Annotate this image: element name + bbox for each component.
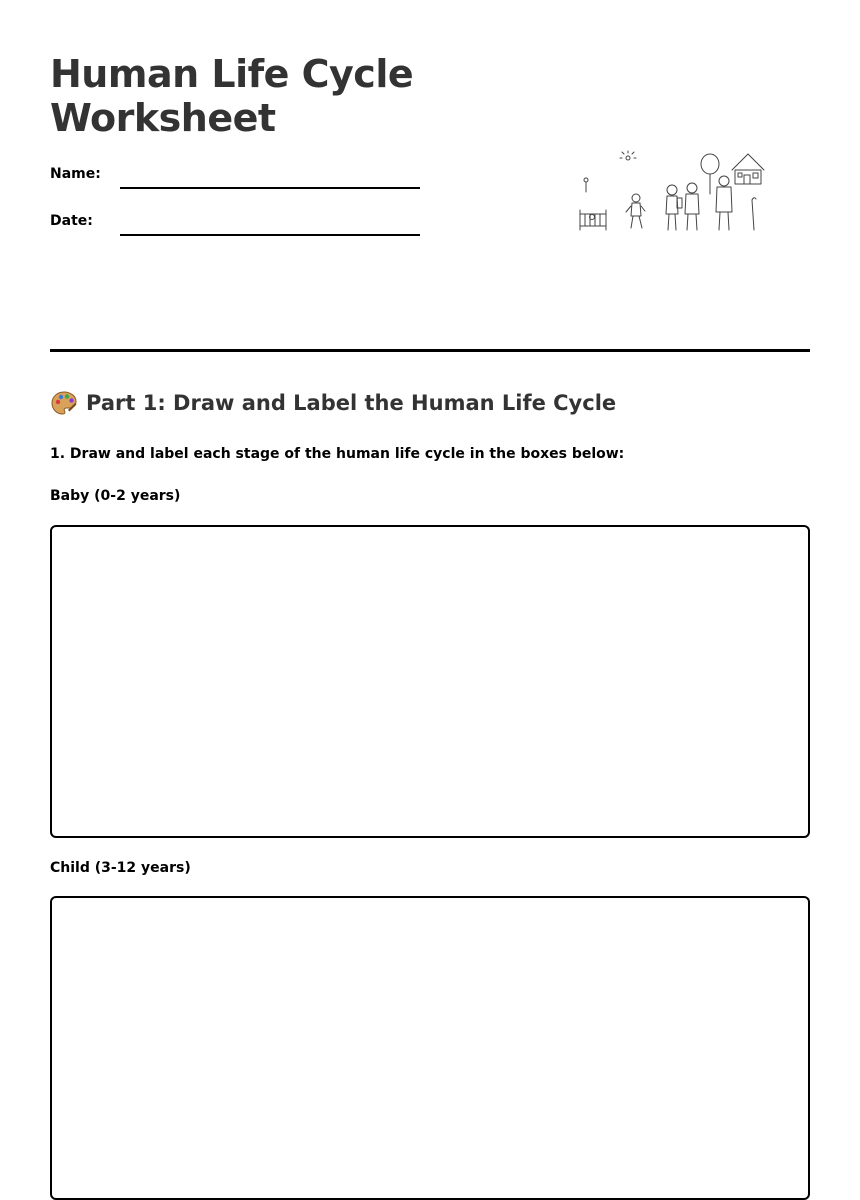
adult-icon bbox=[716, 176, 732, 230]
teen-icon bbox=[685, 183, 699, 230]
name-field[interactable] bbox=[120, 187, 420, 189]
date-label: Date: bbox=[50, 213, 93, 229]
palette-icon bbox=[50, 389, 78, 417]
life-cycle-sketch-icon bbox=[572, 148, 772, 238]
drawing-box-baby[interactable] bbox=[50, 525, 810, 838]
drawing-box-child[interactable] bbox=[50, 896, 810, 1200]
part1-heading bbox=[50, 389, 616, 417]
date-field[interactable] bbox=[120, 234, 420, 236]
crib-icon bbox=[580, 210, 606, 230]
sun-icon bbox=[620, 151, 636, 160]
name-label: Name: bbox=[50, 166, 101, 182]
house-icon bbox=[732, 154, 764, 184]
part1-heading-text: Part 1: Draw and Label the Human Life Cycle bbox=[86, 391, 617, 415]
child-icon bbox=[666, 185, 682, 230]
flower-icon bbox=[584, 178, 588, 192]
worksheet-title: Human Life Cycle Worksheet bbox=[50, 52, 414, 140]
stage-label-baby: Baby (0-2 years) bbox=[50, 488, 181, 504]
stage-label-child: Child (3-12 years) bbox=[50, 860, 191, 876]
toddler-icon bbox=[626, 194, 645, 228]
instruction-text: 1. Draw and label each stage of the human life cycle in the boxes below: bbox=[50, 446, 625, 462]
section-divider bbox=[50, 349, 810, 352]
tree-icon bbox=[701, 154, 719, 194]
elderly-icon bbox=[752, 198, 756, 230]
